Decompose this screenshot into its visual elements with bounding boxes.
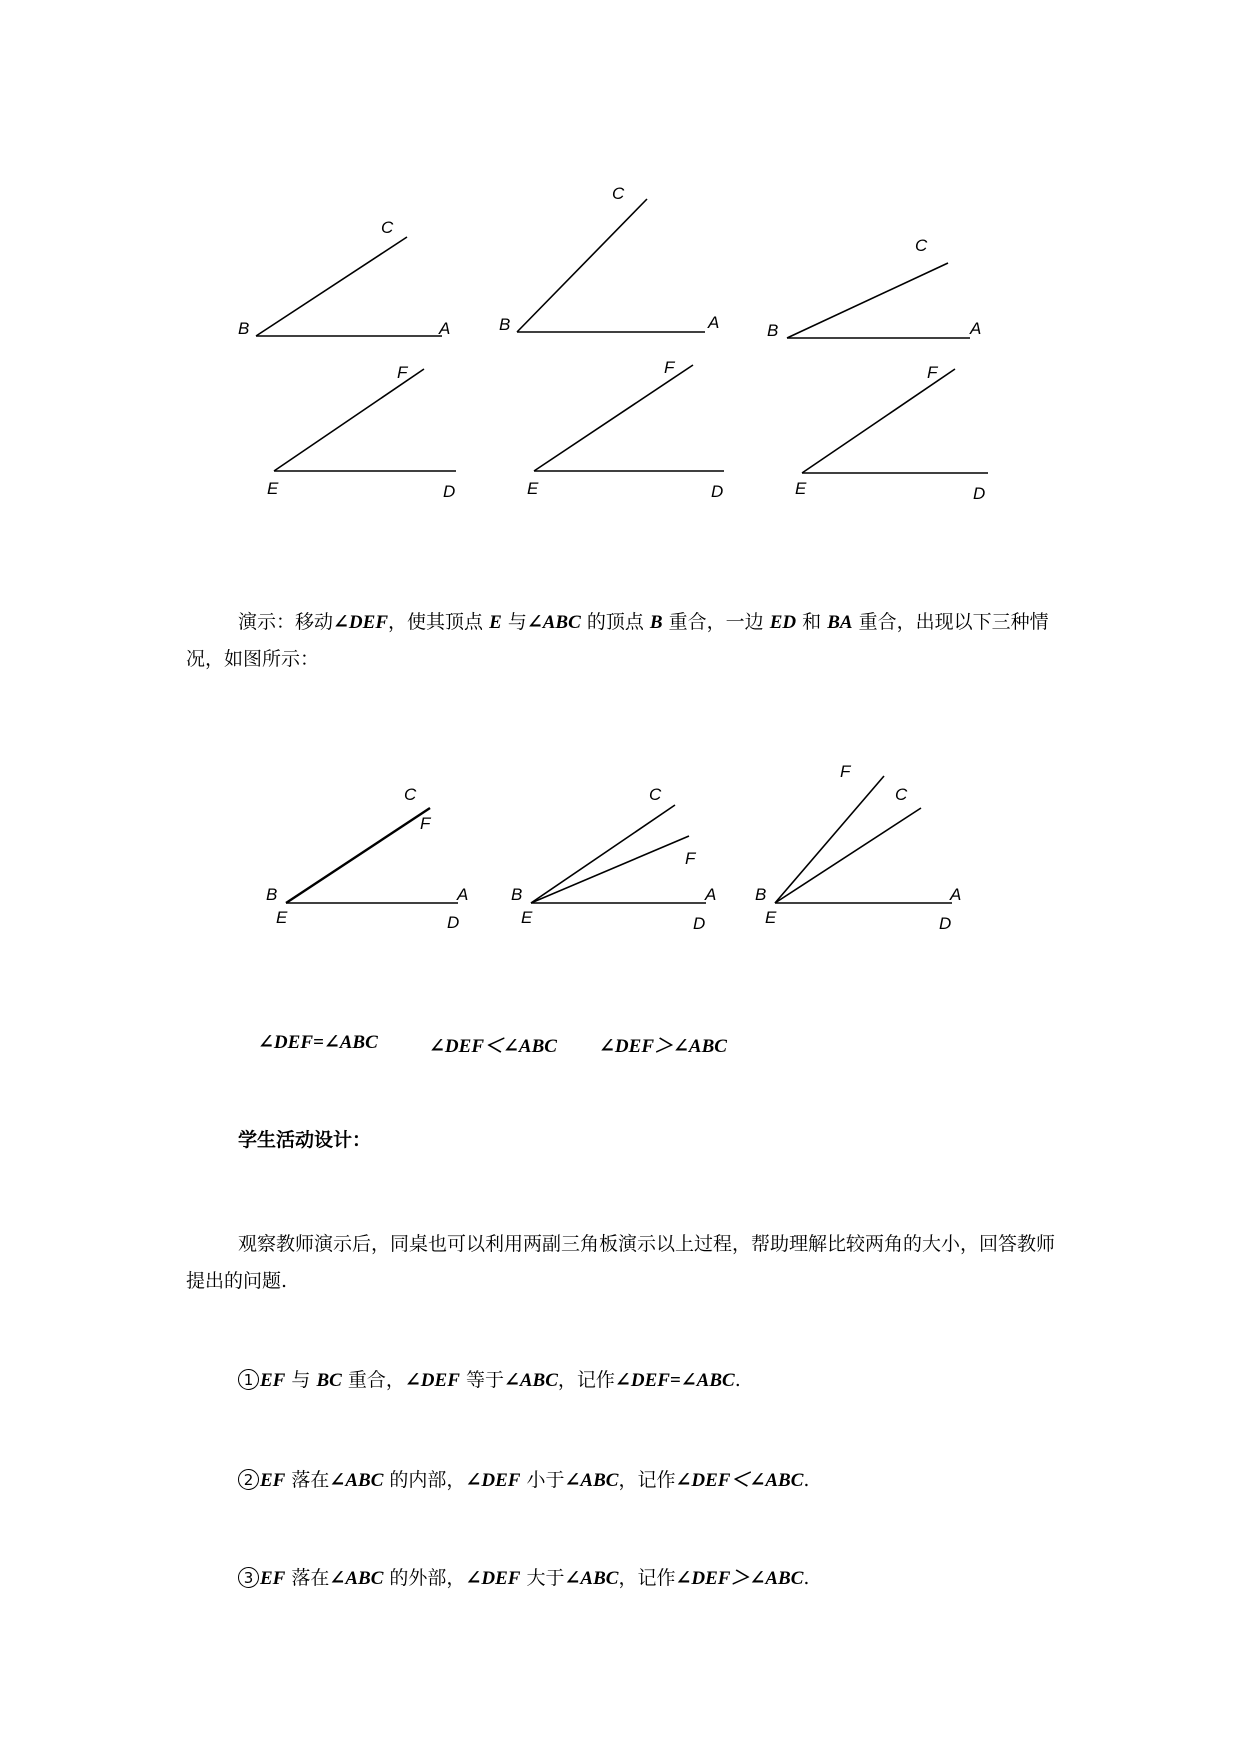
label-d: D [973, 484, 986, 503]
label-d: D [693, 914, 706, 933]
case-item-1: 1 EF 与 BC 重合，∠DEF 等于∠ABC，记作∠DEF=∠ABC. [238, 1365, 741, 1392]
label-a: A [970, 319, 982, 338]
case-greater [755, 762, 961, 933]
label-a: A [457, 885, 469, 904]
label-a: A [708, 313, 720, 332]
label-b: B [238, 319, 250, 338]
label-e: E [795, 479, 807, 498]
relation-equal: ∠DEF=∠ABC [258, 1032, 378, 1053]
label-e: E [527, 479, 539, 498]
label-b: B [499, 315, 511, 334]
demo-paragraph: 演示：移动∠DEF，使其顶点 E 与∠ABC 的顶点 B 重合，一边 ED 和 BA 重合，出现以下三种情况，如图所示： [186, 611, 1049, 670]
label-d: D [939, 914, 952, 933]
label-d: D [711, 482, 724, 501]
activity-paragraph: 观察教师演示后，同桌也可以利用两副三角板演示以上过程，帮助理解比较两角的大小，回答教师提出的问题. [186, 1233, 1056, 1292]
label-e: E [276, 908, 288, 927]
item-number: 3 [238, 1567, 259, 1588]
item-number: 1 [238, 1369, 259, 1390]
activity-heading: 学生活动设计： [238, 1129, 372, 1151]
angle-def-2 [527, 358, 724, 501]
label-d: D [443, 482, 456, 501]
label-d: D [447, 913, 460, 932]
case-less [511, 785, 716, 933]
label-b: B [511, 885, 523, 904]
label-b: B [767, 321, 779, 340]
item-number: 2 [238, 1469, 259, 1490]
label-b: B [755, 885, 767, 904]
label-f: F [420, 814, 431, 833]
label-a: A [439, 319, 451, 338]
cases-figure [0, 740, 1241, 1000]
label-f: F [664, 358, 675, 377]
case-item-3: 3 EF 落在∠ABC 的外部，∠DEF 大于∠ABC，记作∠DEF＞∠ABC. [238, 1563, 809, 1590]
label-c: C [649, 785, 662, 804]
angle-abc-3 [767, 236, 981, 340]
angles-figure [0, 0, 1241, 560]
label-f: F [927, 363, 938, 382]
case-item-2: 2 EF 落在∠ABC 的内部，∠DEF 小于∠ABC，记作∠DEF＜∠ABC. [238, 1465, 809, 1492]
case-equal [266, 785, 468, 932]
label-a: A [705, 885, 717, 904]
angle-def-1 [267, 363, 456, 501]
angle-def-3 [795, 363, 988, 503]
label-e: E [765, 908, 777, 927]
label-a: A [950, 885, 962, 904]
label-c: C [612, 184, 625, 203]
label-f: F [685, 849, 696, 868]
relation-greater: ∠DEF＞∠ABC [599, 1036, 727, 1057]
label-b: B [266, 885, 278, 904]
label-f: F [397, 363, 408, 382]
label-c: C [381, 218, 394, 237]
label-c: C [915, 236, 928, 255]
label-c: C [404, 785, 417, 804]
angle-abc-2 [499, 184, 719, 334]
angle-abc-1 [238, 218, 450, 338]
label-f: F [840, 762, 851, 781]
label-c: C [895, 785, 908, 804]
relation-less: ∠DEF＜∠ABC [429, 1036, 557, 1057]
label-e: E [521, 908, 533, 927]
label-e: E [267, 479, 279, 498]
